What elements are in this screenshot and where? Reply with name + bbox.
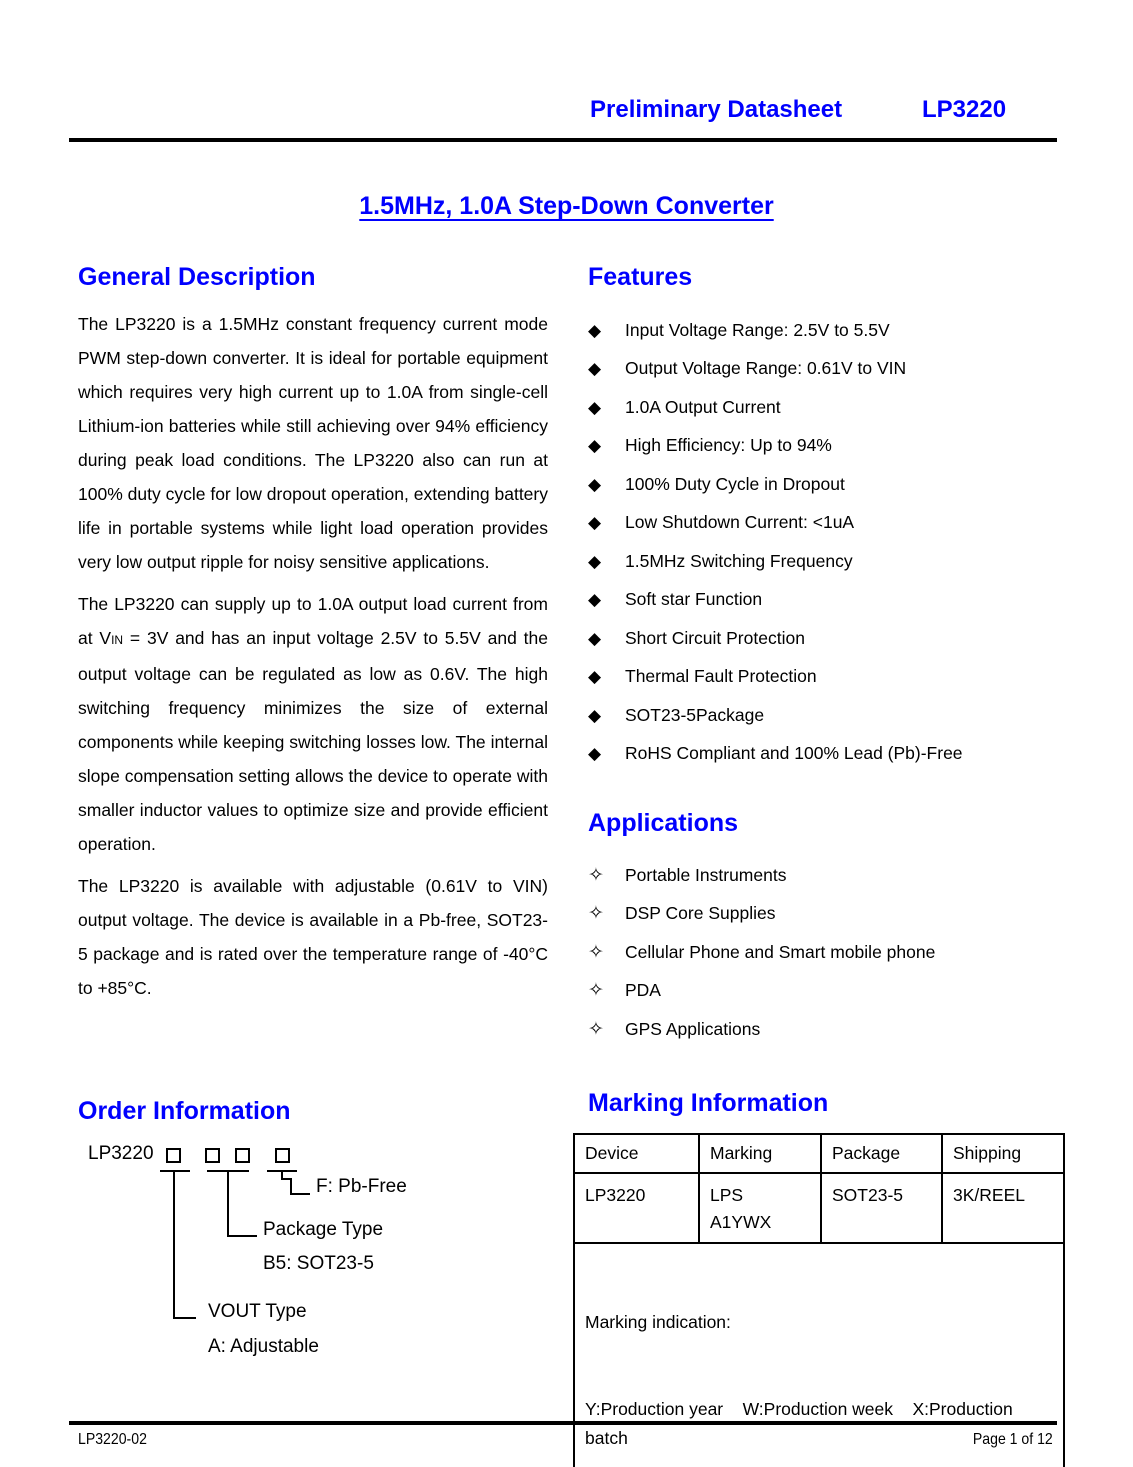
order-vout-type-value: A: Adjustable [208, 1336, 319, 1357]
diamond-bullet-icon: ◆ [588, 744, 602, 764]
footer-rule [69, 1421, 1057, 1425]
order-code-box-2 [205, 1148, 220, 1163]
general-description-paragraph-3: The LP3220 is available with adjustable (0.61V to VIN) output voltage. The device is available in a Pb-free, SOT23-5 package and is rated over the temperature range of -40°C to +85°C. [78, 876, 548, 998]
feature-text: 1.5MHz Switching Frequency [625, 550, 853, 571]
application-item [588, 933, 1066, 972]
feature-item [588, 658, 1066, 697]
marking-note-title: Marking indication: [585, 1312, 731, 1332]
diamond-bullet-icon: ◆ [588, 705, 602, 725]
feature-item [588, 542, 1066, 581]
feature-item [588, 581, 1066, 620]
application-text: DSP Core Supplies [625, 903, 776, 924]
column-header-package: Package [821, 1134, 942, 1173]
feature-text: Thermal Fault Protection [625, 666, 817, 687]
feature-text: RoHS Compliant and 100% Lead (Pb)-Free [625, 743, 963, 764]
diamond-bullet-icon: ◆ [588, 513, 602, 533]
feature-item [588, 350, 1066, 389]
features-section [588, 262, 1066, 773]
connector-line [290, 1193, 310, 1195]
paragraph-2-text-cont: = 3V and has an input voltage 2.5V to 5.5V and the output voltage can be regulated as low as 0.6V. The high switching frequency minimizes the size of external components while keeping switching losses low. The internal slope compensation setting allows the device to operate with smaller inductor values to optimize size and provide efficient operation. [78, 628, 548, 854]
feature-text: Low Shutdown Current: <1uA [625, 512, 855, 533]
application-item [588, 972, 1066, 1011]
marking-line-2: A1YWX [710, 1212, 772, 1232]
feature-item [588, 427, 1066, 466]
order-package-type-label: Package Type [263, 1219, 384, 1240]
marking-table-header-row [574, 1134, 1064, 1173]
footer-page-number: Page 1 of 12 [973, 1431, 1053, 1448]
feature-text: 100% Duty Cycle in Dropout [625, 473, 845, 494]
star-bullet-icon: ✧ [588, 864, 604, 886]
feature-item [588, 619, 1066, 658]
order-information-section [78, 1096, 548, 1396]
marking-line-1: LPS [710, 1185, 744, 1205]
order-part-prefix: LP3220 [88, 1143, 154, 1164]
feature-item [588, 504, 1066, 543]
feature-item [588, 735, 1066, 774]
order-package-type-value: B5: SOT23-5 [263, 1253, 374, 1274]
application-text: PDA [625, 980, 661, 1001]
header-rule [69, 138, 1057, 142]
applications-section [588, 808, 1066, 1049]
order-code-box-3 [235, 1148, 250, 1163]
feature-item [588, 311, 1066, 350]
star-bullet-icon: ✧ [588, 941, 604, 963]
cell-marking [699, 1173, 821, 1243]
application-text: Portable Instruments [625, 864, 787, 885]
diamond-bullet-icon: ◆ [588, 320, 602, 340]
feature-text: Output Voltage Range: 0.61V to VIN [625, 358, 907, 379]
column-header-shipping: Shipping [942, 1134, 1064, 1173]
cell-shipping: 3K/REEL [942, 1173, 1064, 1243]
star-bullet-icon: ✧ [588, 980, 604, 1002]
features-heading: Features [588, 263, 693, 291]
cell-device: LP3220 [574, 1173, 699, 1243]
order-vout-type-label: VOUT Type [208, 1301, 307, 1322]
application-text: Cellular Phone and Smart mobile phone [625, 941, 936, 962]
vin-subscript: IN [111, 633, 124, 647]
feature-text: Short Circuit Protection [625, 627, 805, 648]
star-bullet-icon: ✧ [588, 1018, 604, 1040]
feature-text: Soft star Function [625, 589, 763, 610]
page-title: 1.5MHz, 1.0A Step-Down Converter [359, 192, 774, 220]
footer-doc-number: LP3220-02 [78, 1431, 147, 1448]
marking-information-heading: Marking Information [588, 1089, 829, 1117]
diamond-bullet-icon: ◆ [588, 551, 602, 571]
application-text: GPS Applications [625, 1018, 761, 1039]
order-code-box-4 [275, 1148, 290, 1163]
cell-package: SOT23-5 [821, 1173, 942, 1243]
feature-text: 1.0A Output Current [625, 396, 781, 417]
application-item [588, 1010, 1066, 1049]
applications-heading: Applications [588, 809, 739, 837]
diamond-bullet-icon: ◆ [588, 474, 602, 494]
connector-line [227, 1235, 257, 1237]
diamond-bullet-icon: ◆ [588, 359, 602, 379]
star-bullet-icon: ✧ [588, 903, 604, 925]
general-description-paragraph-2 [78, 587, 548, 861]
applications-list [588, 856, 1066, 1049]
feature-text: Input Voltage Range: 2.5V to 5.5V [625, 319, 890, 340]
diamond-bullet-icon: ◆ [588, 397, 602, 417]
connector-line [173, 1317, 196, 1319]
connector-line [173, 1170, 175, 1319]
general-description-paragraph-1: The LP3220 is a 1.5MHz constant frequency current mode PWM step-down converter. It is ideal for portable equipment which requires very high current up to 1.0A from single-cell Lithium-ion batteries while still achieving over 94% efficiency during peak load conditions. The LP3220 also can run at 100% duty cycle for low dropout operation, extending battery life in portable systems while light load operation provides very low output ripple for noisy sensitive applications. [78, 314, 548, 572]
order-pbfree-label: F: Pb-Free [316, 1176, 407, 1197]
order-code-box-1 [166, 1148, 181, 1163]
feature-item [588, 465, 1066, 504]
title-row [0, 192, 1133, 221]
application-item [588, 856, 1066, 895]
application-item [588, 895, 1066, 934]
column-header-marking: Marking [699, 1134, 821, 1173]
paragraph-2-text: The LP3220 can supply up to 1.0A output load current from at V [78, 594, 548, 648]
connector-line [227, 1170, 229, 1237]
diamond-bullet-icon: ◆ [588, 436, 602, 456]
feature-item [588, 696, 1066, 735]
diamond-bullet-icon: ◆ [588, 628, 602, 648]
marking-note-body: Y:Production year W:Production week X:Production batch [585, 1399, 1018, 1448]
column-header-device: Device [574, 1134, 699, 1173]
header-doc-type: Preliminary Datasheet [590, 96, 843, 123]
table-row [574, 1173, 1064, 1243]
feature-item [588, 388, 1066, 427]
diamond-bullet-icon: ◆ [588, 590, 602, 610]
feature-text: High Efficiency: Up to 94% [625, 435, 832, 456]
diamond-bullet-icon: ◆ [588, 667, 602, 687]
order-information-heading: Order Information [78, 1097, 291, 1125]
marking-table [573, 1133, 1065, 1467]
general-description-heading: General Description [78, 263, 316, 291]
features-list [588, 311, 1066, 773]
marking-information-section [585, 1088, 1066, 1467]
connector-line [160, 1170, 190, 1172]
general-description-section [78, 262, 548, 1013]
feature-text: SOT23-5Package [625, 704, 765, 725]
header-part-number: LP3220 [922, 96, 1007, 123]
